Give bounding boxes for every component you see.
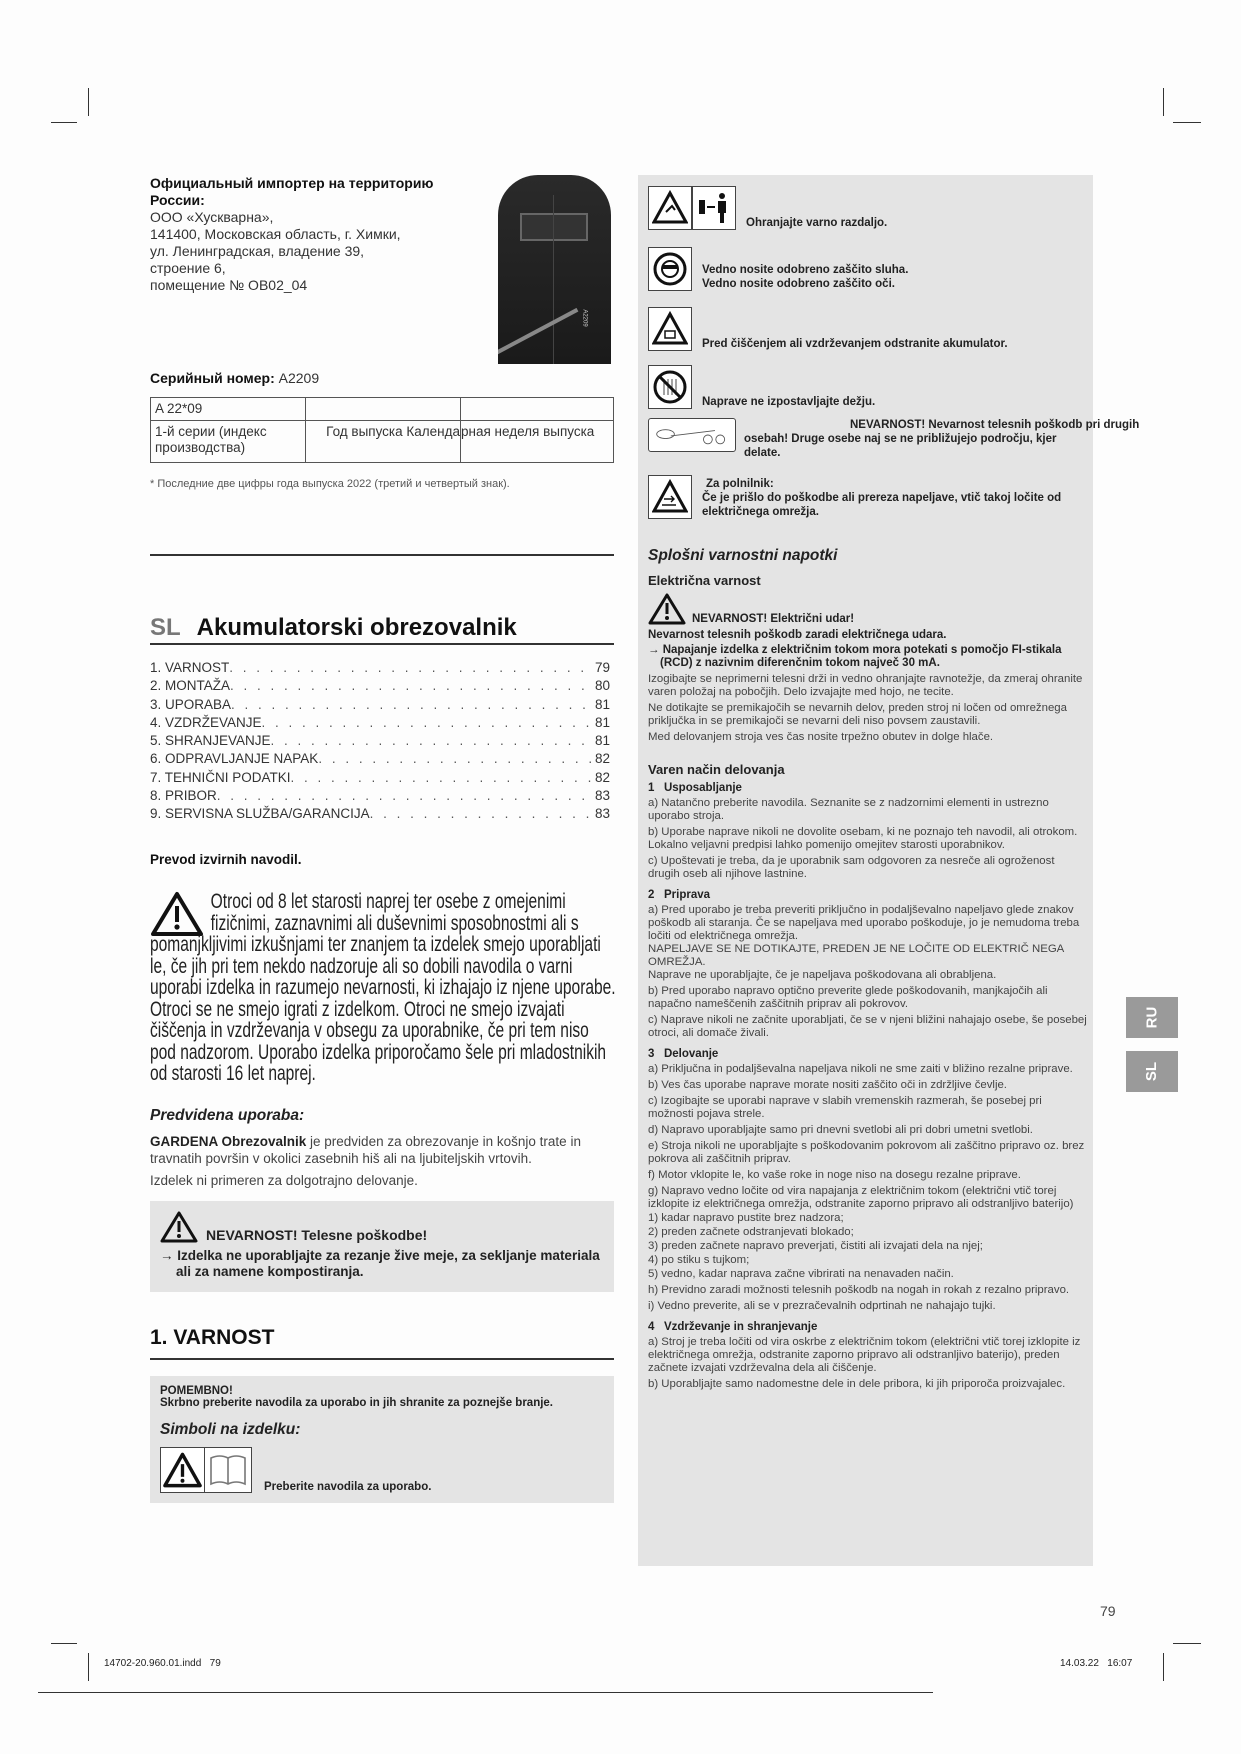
symbol-text: Ohranjajte varno razdaljo. — [746, 217, 888, 229]
importer-block — [150, 175, 480, 294]
toc-label: 7. TEHNIČNI PODATKI — [150, 769, 291, 785]
symbol-row — [648, 475, 1082, 519]
toc-item[interactable] — [150, 787, 610, 805]
importer-heading: Официальный импортер на территорию России: — [150, 175, 434, 208]
safety-item: f) Motor vklopite le, ko vaše roke in noge niso na dosegu rezalne priprave. — [648, 1169, 1021, 1181]
charger-cable-warning-icon — [652, 479, 688, 515]
toc-item[interactable] — [150, 677, 610, 695]
toc-page: 81 — [594, 714, 610, 730]
read-manual-text: Preberite navodila za uporabo. — [264, 1480, 432, 1493]
language-code: SL — [150, 614, 181, 641]
toc-label: 8. PRIBOR — [150, 788, 217, 804]
toc-label: 2. MONTAŽA — [150, 678, 231, 694]
safety-subsection — [648, 1321, 1088, 1391]
symbol-text-top: NEVARNOST! Nevarnost telesnih poškodb pri drugih — [850, 419, 1140, 431]
translation-note: Prevod izvirnih navodil. — [150, 852, 302, 867]
warning-icon — [160, 1211, 198, 1243]
importer-line: 141400, Московская область, г. Химки, — [150, 226, 401, 242]
crop-mark — [51, 1643, 77, 1644]
section-heading: 1. VARNOST — [150, 1325, 275, 1349]
serial-number — [150, 370, 319, 387]
safety-item: b) Pred uporabo napravo optično preverite glede poškodovanih, manjkajočih ali napačno nameščenih zaščitnih priprav ali pokrovov. — [648, 985, 1048, 1010]
safety-column — [638, 175, 1140, 1566]
toc-page: 81 — [594, 733, 610, 749]
symbol-row — [648, 186, 887, 230]
crop-mark — [1173, 1643, 1201, 1644]
read-manual-symbol — [160, 1447, 252, 1493]
symbols-heading: Simboli na izdelku: — [160, 1420, 301, 1438]
safety-item: a) Natančno preberite navodila. Seznanite se z nadzornimi elementi in ustrezno uporabo stroja. — [648, 797, 1049, 822]
serial-value: A2209 — [278, 370, 320, 386]
icon-spacer — [150, 891, 211, 934]
table-of-contents — [150, 659, 610, 824]
hazard-symbol — [648, 186, 692, 230]
crop-mark — [88, 88, 89, 116]
tab-label: SL — [1143, 1061, 1161, 1082]
toc-leader — [217, 787, 593, 805]
toc-label: 1. VARNOST — [150, 660, 230, 675]
safety-item: h) Previdno zaradi možnosti telesnih poškodb na nogah in rokah z rezalno pripravo. — [648, 1284, 1070, 1296]
hazard-symbol — [648, 247, 692, 291]
hazard-symbol — [692, 186, 736, 230]
symbol-text: Naprave ne izpostavljajte dežju. — [702, 396, 876, 408]
safety-item: c) Naprave nikoli ne začnite uporabljati, če se v njeni bližini nahajajo osebe, še posebej otroci, ali domače živali. — [648, 1014, 1087, 1039]
toc-label: 3. UPORABA — [150, 696, 232, 712]
safety-item: d) Napravo uporabljajte samo pri dnevni svetlobi ali pri dobri umetni svetlobi. — [648, 1124, 1033, 1136]
safety-item: 3) preden začnete napravo preverjati, čistiti ali izvajati dela na njej; — [648, 1240, 983, 1252]
safety-item: i) Vedno preverite, ali se v prezračevalnih odprtinah ne nahajajo tujki. — [648, 1300, 996, 1312]
symbol-text: Vedno nosite odobreno zaščito sluha. Vedno nosite odobreno zaščito oči. — [702, 264, 909, 290]
safety-item: c) Upoštevati je treba, da je uporabnik sam odgovoren za nesreče ali ogroženost drugih oseb ali njihove lastnine. — [648, 855, 1055, 880]
important-text: Skrbno preberite navodila za uporabo in jih shranite za poznejše branje. — [160, 1396, 553, 1409]
toc-leader — [230, 677, 593, 695]
safety-item: b) Uporabljajte samo nadomestne dele in dele pribora, ki jih priporoča proizvajalec. — [648, 1378, 1066, 1390]
no-rain-icon — [652, 369, 688, 405]
toc-item[interactable] — [150, 732, 610, 750]
table-cell: A 22*09 — [151, 398, 306, 421]
footer-file: 14702-20.960.01.indd 79 — [104, 1658, 221, 1669]
toc-item[interactable] — [150, 805, 610, 823]
safety-item: b) Uporabe naprave nikoli ne dovolite osebam, ki ne poznajo teh navodil, ali otrokom. Lokalno veljavni predpisi lahko pomenijo omejitev starosti uporabnikov. — [648, 826, 1078, 851]
toc-label: 6. ODPRAVLJANJE NAPAK — [150, 751, 319, 767]
toc-leader — [229, 659, 593, 677]
page-number: 79 — [1100, 1603, 1116, 1619]
symbol-text — [702, 477, 1082, 519]
intended-use-desc: je predviden za obrezovanje in košnjo trate in travnatih površin v okolici zasebnih hiš ali na ljubiteljskih vrtovih. — [150, 1133, 581, 1166]
language-tab-ru[interactable] — [1126, 997, 1178, 1038]
children-warning — [150, 891, 616, 1085]
danger-box — [150, 1201, 614, 1292]
remove-battery-icon — [652, 311, 688, 347]
children-warning-body — [150, 891, 616, 1085]
danger-title: NEVARNOST! Telesne poškodbe! — [206, 1226, 428, 1243]
safety-item: c) Izogibajte se uporabi naprave v slabih vremenskih razmerah, še posebej pri možnosti pojava strele. — [648, 1095, 1042, 1120]
ear-eye-protection-icon — [652, 251, 688, 287]
toc-page: 83 — [594, 788, 610, 804]
crop-mark — [1163, 88, 1164, 116]
language-tab-sl[interactable] — [1126, 1051, 1178, 1092]
toc-item[interactable] — [150, 769, 610, 787]
safety-subsection — [648, 782, 1088, 881]
table-row — [151, 421, 614, 463]
safe-operation — [648, 762, 1088, 1391]
subsection-title: 4 Vzdrževanje in shranjevanje — [648, 1321, 818, 1333]
photo-serial-label: A2209 — [581, 309, 588, 327]
table-cell — [461, 398, 614, 421]
important-box — [150, 1376, 614, 1503]
serial-label: Серийный номер: — [150, 370, 275, 386]
hazard-symbol — [648, 418, 736, 452]
right-column-flow — [648, 547, 1088, 1394]
product-photo — [498, 175, 611, 364]
toc-leader — [370, 805, 593, 823]
left-column-flow — [150, 852, 616, 1503]
brand-name: GARDENA Obrezovalnik — [150, 1133, 307, 1149]
title-text: Akumulatorski obrezovalnik — [196, 614, 517, 641]
hazard-symbol — [648, 365, 692, 409]
electric-heading: Električna varnost — [648, 573, 761, 588]
paragraph: Izogibajte se neprimerni telesni drži in vedno ohranjajte ravnotežje, da zmeraj ohranite varen položaj na pobočjih. Delo izvajajte med hojo, ne tecite. — [648, 673, 1083, 698]
arrow-icon: → — [648, 644, 663, 656]
intended-use-text — [150, 1133, 610, 1189]
safety-item: a) Stroj je treba ločiti od vira oskrbe z električnim tokom (električni vtič torej izklopite iz električnega omrežja, odstranite zaporno pripravo ali odstranljivo baterijo), preden začnete izvajati vzdrževalna dela ali čiščenje. — [648, 1336, 1081, 1374]
importer-line: строение 6, — [150, 260, 226, 276]
safety-item: a) Pred uporabo je treba preveriti priključno in podaljševalno napeljavo glede znakov poškodb ali staranja. Če se napeljava med uporabo poškoduje, jo je nemudoma treba ločiti od električnega omrežja. NAPELJAVE SE NE DOTIKAJTE, PREDEN JE NE LOČITE OD ELEKTRIČ NEGA OMREŽJA. Naprave ne uporabljajte, če je napeljava poškodovana ali obrabljena. — [648, 904, 1080, 981]
general-heading: Splošni varnostni napotki — [648, 547, 838, 564]
bystanders-distance-icon — [650, 420, 734, 450]
subsection-title: 1 Usposabljanje — [648, 782, 742, 794]
electric-danger-title: NEVARNOST! Električni udar! — [692, 613, 855, 625]
paragraph: Ne dotikajte se premikajočih se nevarnih delov, preden stroj ni ločen od omrežnega priključka in se premikajoči se nevarni deli niso povsem zaustavili. — [648, 702, 1067, 727]
serial-footnote: * Последние две цифры года выпуска 2022 (третий и четвертый знак). — [150, 478, 510, 490]
safe-operation-heading: Varen način delovanja — [648, 762, 785, 777]
toc-page: 80 — [594, 678, 610, 694]
electric-danger-action — [648, 644, 1088, 670]
importer-line: помещение № OB02_04 — [150, 277, 308, 293]
toc-page: 83 — [594, 806, 610, 822]
table-cell: рная неделя выпуска — [461, 421, 614, 463]
safety-item: b) Ves čas uporabe naprave morate nositi zaščito oči in zdržljive čevlje. — [648, 1079, 1007, 1091]
safety-item: 2) preden začnete odstranjevati blokado; — [648, 1226, 854, 1238]
symbol-text: Pred čiščenjem ali vzdrževanjem odstranite akumulator. — [702, 338, 1008, 350]
arrow-icon — [498, 308, 578, 356]
symbol-text-top: Za polnilnik: — [706, 478, 774, 490]
symbol-text-body: Če je prišlo do poškodbe ali prereza napeljave, vtič takoj ločite od električnega omrežja. — [702, 492, 1062, 518]
crop-mark — [1163, 1653, 1164, 1681]
hazard-symbol — [648, 475, 692, 519]
safety-item: e) Stroja nikoli ne uporabljajte s poškodovanim pokrovom ali zaščitno pripravo oz. brez pokrova ali zaščitnih priprav. — [648, 1140, 1085, 1165]
toc-label: 9. SERVISNA SLUŽBA/GARANCIJA — [150, 806, 370, 822]
intended-use-heading: Predvidena uporaba: — [150, 1106, 305, 1124]
electric-danger-action-text: Napajanje izdelka z električnim tokom mora potekati s pomočjo FI-stikala (RCD) z nazivnim diferenčnim tokom največ 30 mA. — [660, 644, 1062, 669]
important-title: POMEMBNO! — [160, 1384, 233, 1397]
toc-label: 4. VZDRŽEVANJE — [150, 714, 262, 730]
toc-item[interactable] — [150, 659, 610, 677]
toc-item[interactable] — [150, 714, 610, 732]
symbol-text — [744, 418, 1139, 460]
serial-table — [150, 397, 614, 463]
toc-leader — [231, 696, 593, 714]
hazard-symbol — [648, 307, 692, 351]
safety-item: 1) kadar napravo pustite brez nadzora; — [648, 1212, 844, 1224]
toc-page: 81 — [594, 696, 610, 712]
electric-danger-sub: Nevarnost telesnih poškodb zaradi električnega udara. — [648, 629, 947, 641]
crop-mark — [88, 1653, 89, 1681]
table-cell: 1-й серии (индекс производства) — [151, 421, 306, 463]
symbol-row — [648, 307, 1008, 351]
toc-page: 82 — [594, 751, 610, 767]
toc-page: 82 — [594, 769, 610, 785]
symbol-row — [648, 418, 1139, 460]
manual-book-icon — [205, 1448, 251, 1492]
symbol-row — [648, 247, 908, 291]
toc-label: 5. SHRANJEVANJE — [150, 733, 271, 749]
toc-leader — [291, 769, 593, 787]
toc-leader — [262, 714, 593, 732]
paragraph: Med delovanjem stroja ves čas nosite trpežno obutev in dolge hlače. — [648, 731, 994, 743]
safety-subsection — [648, 889, 1088, 1040]
symbol-row — [648, 365, 875, 409]
divider — [150, 554, 614, 556]
general-safety — [648, 547, 1088, 744]
safety-item: 4) po stiku s tujkom; — [648, 1254, 750, 1266]
table-row — [151, 398, 614, 421]
symbol-text-body: osebah! Druge osebe naj se ne približujejo področju, kjer delate. — [744, 433, 1057, 459]
slug-line — [38, 1692, 933, 1693]
table-cell — [306, 398, 461, 421]
divider — [150, 643, 614, 645]
warning-icon — [648, 593, 686, 625]
intended-use-note: Izdelek ni primeren za dolgotrajno delovanje. — [150, 1172, 418, 1188]
safety-item: a) Priključna in podaljševalna napeljava nikoli ne sme zaiti v bližino rezalne priprave. — [648, 1063, 1073, 1075]
danger-text: Izdelka ne uporabljajte za rezanje žive meje, za sekljanje materiala ali za namene kompostiranja. — [176, 1247, 600, 1279]
toc-item[interactable] — [150, 696, 610, 714]
warning-icon — [161, 1448, 205, 1492]
subsection-title: 3 Delovanje — [648, 1048, 719, 1060]
tab-label: RU — [1143, 1006, 1161, 1029]
safety-subsection — [648, 1048, 1088, 1313]
importer-line: ООО «Хускварна», — [150, 209, 274, 225]
crop-mark — [51, 122, 77, 123]
children-warning-text: Otroci od 8 let starosti naprej ter osebe z omejenimi fizičnimi, zaznavnimi ali duševnimi sposobnostmi ali s pomanjkljivimi izkušnjami ter znanjem ta izdelek smejo uporabljati le, če jih pri tem nekdo nadzoruje ali so dobili navodila o varni uporabi izdelka in razumejo nevarnosti, ki izhajajo iz njene uporabe. Otroci se ne smejo igrati z izdelkom. Otroci ne smejo izvajati čiščenja in vzdrževanja v obsegu za uporabnike, če pri tem niso pod nadzorom. Uporabo izdelka priporočamo šele pri mladostnikih od starosti 16 let naprej. — [150, 890, 616, 1085]
safety-item: g) Napravo vedno ločite od vira napajanja z električnim tokom (električni vtič torej izklopite iz električnega omrežja, odstranite zaporno pripravo ali odstranljivo baterijo) — [648, 1185, 1074, 1210]
toc-item[interactable] — [150, 750, 610, 768]
safety-item: 5) vedno, kadar naprava začne vibrirati na nenavaden način. — [648, 1268, 954, 1280]
toc-leader — [318, 750, 593, 768]
keep-distance-icon — [696, 190, 732, 226]
importer-line: ул. Ленинградская, владение 39, — [150, 243, 365, 259]
footer-datetime: 14.03.22 16:07 — [1060, 1658, 1133, 1669]
crop-mark — [1173, 122, 1201, 123]
flying-objects-warning-icon — [652, 190, 688, 226]
page-title — [150, 614, 517, 642]
arrow-icon: → — [160, 1247, 178, 1263]
table-cell: Год выпуска Календа — [306, 421, 461, 463]
toc-page: 79 — [594, 660, 610, 675]
subsection-title: 2 Priprava — [648, 889, 711, 901]
toc-leader — [271, 732, 593, 750]
divider — [150, 1358, 614, 1360]
